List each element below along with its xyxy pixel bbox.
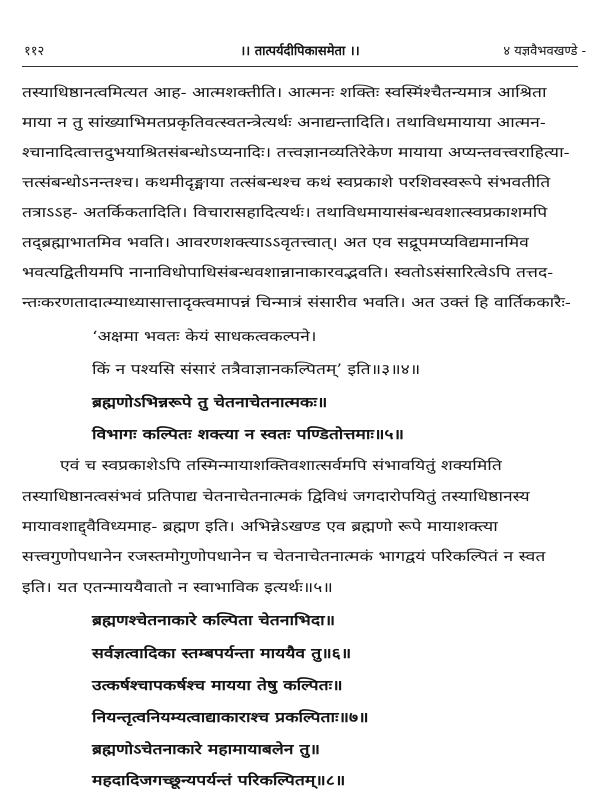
text-line: त्तत्संबन्धोऽनन्तश्च। कथमीदृङ्माया तत्संबन्धश्च कथं स्वप्रकाशे परशिवस्वरूपे संभवतीति — [22, 175, 551, 191]
verse-line: ब्रह्मणोऽचेतनाकारे महामायाबलेन तु॥ — [92, 742, 321, 758]
verse-line: विभागः कल्पितः शक्त्या न स्वतः पण्डितोत्तमाः॥५॥ — [92, 427, 405, 443]
verse-line: ब्रह्मणश्चेतनाकारे कल्पिता चेतनाभिदा॥ — [92, 613, 336, 629]
text-line: माया न तु सांख्याभिमतप्रकृतिवत्स्वतन्त्रेत्यर्थः अनाद्यन्तादिति। तथाविधमायाया आत्मन- — [22, 115, 546, 131]
verse-line: नियन्तृत्वनियम्यत्वाद्याकाराश्च प्रकल्पिताः॥७॥ — [92, 710, 369, 726]
quote-line: किं न पश्यसि संसारं तत्रैवाज्ञानकल्पितम्’ इति॥३॥४॥ — [92, 362, 421, 378]
text-line: तत्राऽऽह- अतर्किकतादिति। विचारासहादित्यर्थः। तथाविधमायासंबन्धवशात्स्वप्रकाशमपि — [22, 205, 548, 221]
verse-line: सर्वज्ञत्वादिका स्तम्बपर्यन्ता माययैव तु॥६॥ — [92, 646, 352, 662]
text-line: सत्त्वगुणोपधानेन रजस्तमोगुणोपधानेन च चेतनाचेतनात्मकं भागद्वयं परिकल्पितं न स्वत — [22, 549, 546, 565]
text-line: भवत्यद्वितीयमपि नानाविधोपाधिसंबन्धवशान्नानाकारवद्भवति। स्वतोऽसंसारित्वेऽपि तत्तद- — [22, 265, 554, 281]
verse-line: ब्रह्मणोऽभिन्नरूपे तु चेतनाचेतनात्मकः॥ — [92, 395, 328, 411]
running-title: ।। तात्पर्यदीपिकासमेता ।। — [240, 44, 360, 59]
verse-line: उत्कर्षश्चापकर्षश्च मायया तेषु कल्पितः॥ — [92, 678, 343, 694]
header-rule — [22, 66, 578, 67]
verse-line: महदादिजगच्छून्यपर्यन्तं परिकल्पितम्॥८॥ — [92, 773, 346, 789]
page-number: ११२ — [24, 44, 45, 59]
text-line: तद्ब्रह्माभातमिव भवति। आवरणशक्त्याऽऽवृतत्त्वात्। अत एव सद्रूपमप्यविद्यमानमिव — [22, 235, 529, 251]
text-line: तस्याधिष्ठानत्वसंभवं प्रतिपाद्य चेतनाचेतनात्मकं द्विविधं जगदारोपयितुं तस्याधिष्ठानस्य — [22, 489, 530, 505]
text-line: श्चानादित्वात्तदुभयाश्रितसंबन्धोऽप्यनादिः। तत्त्वज्ञानव्यतिरेकेण मायाया अप्यन्तवत्त्वराहित्या- — [22, 145, 570, 161]
text-line: मायावशाद्द्वैविध्यमाह- ब्रह्मण इति। अभिन्नेऽखण्ड एव ब्रह्मणो रूपे मायाशक्त्या — [22, 519, 498, 535]
text-line: तस्याधिष्ठानत्वमित्यत आह- आत्मशक्तीति। आत्मनः शक्तिः स्वस्मिंश्चैतन्यमात्र आश्रिता — [22, 85, 547, 101]
text-line: एवं च स्वप्रकाशेऽपि तस्मिन्मायाशक्तिवशात्सर्वमपि संभावयितुं शक्यमिति — [60, 458, 502, 474]
quote-line: ‘अक्षमा भवतः केयं साधकत्वकल्पने। — [92, 329, 317, 345]
text-line: न्तःकरणतादात्म्याध्यासात्तादृक्त्वमापन्नं चिन्मात्रं संसारीव भवति। अत उक्तं हि वार्तिककारैः- — [22, 295, 571, 311]
section-title: ४ यज्ञवैभवखण्डे - — [503, 44, 586, 59]
text-line: इति। यत एतन्माययैवातो न स्वाभाविक इत्यर्थः॥५॥ — [22, 580, 333, 596]
